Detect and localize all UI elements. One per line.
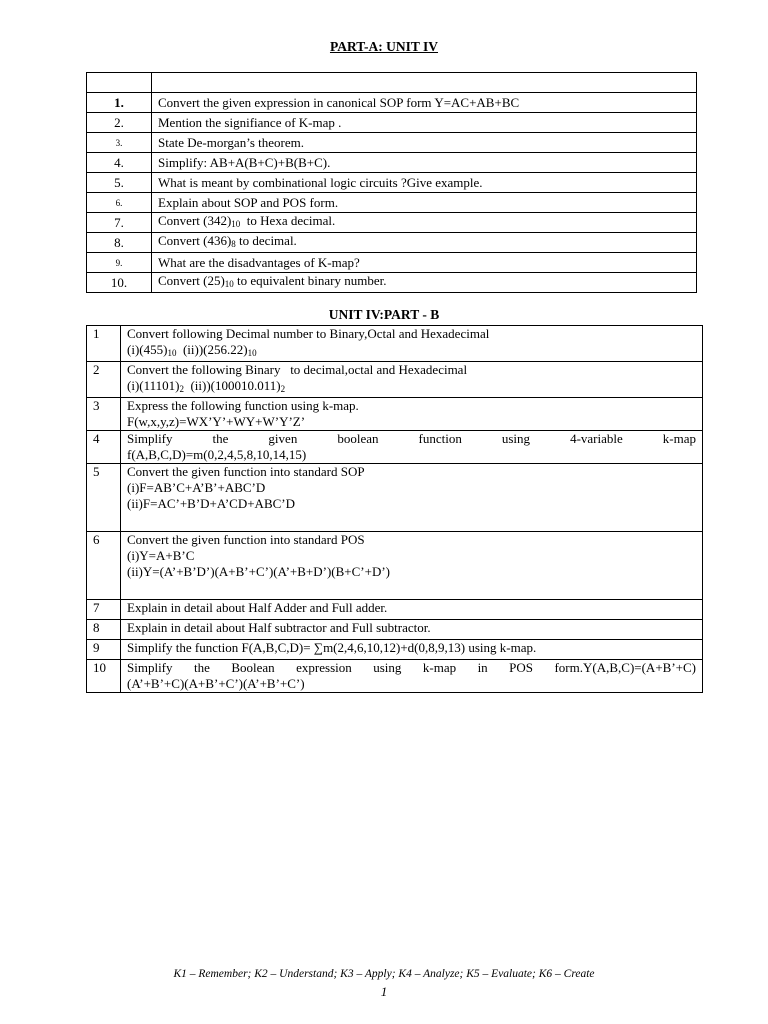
table-row [87, 113, 697, 133]
question-number: 10 [87, 660, 121, 693]
part-a-title: PART-A: UNIT IV [329, 39, 439, 54]
question-text: What are the disadvantages of K-map? [152, 253, 697, 273]
table-row [87, 431, 703, 464]
question-number: 1. [87, 93, 152, 113]
table-row [87, 640, 703, 660]
table-row [87, 600, 703, 620]
question-text: Convert the given function into standard SOP (i)F=AB’C+A’B’+ABC’D (ii)F=AC’+B’D+A’CD+ABC’D [121, 464, 703, 532]
part-a-table [86, 72, 697, 293]
table-header-row [87, 73, 697, 93]
question-text: Mention the signifiance of K-map . [152, 113, 697, 133]
table-row [87, 173, 697, 193]
table-row [87, 273, 697, 293]
question-text: Convert $(436)_8$ to decimal. [152, 233, 697, 253]
question-number: 7. [87, 213, 152, 233]
table-row [87, 253, 697, 273]
table-row [87, 660, 703, 693]
question-number: 8 [87, 620, 121, 640]
question-text: Simplify the Boolean expression using k-map in POS form.Y(A,B,C)=(A+B’+C) (A’+B’+C)(A+B’+C’)(A’+B’+C’) [121, 660, 703, 693]
question-number: 7 [87, 600, 121, 620]
question-text: What is meant by combinational logic circuits ?Give example. [152, 173, 697, 193]
table-row [87, 398, 703, 431]
table-row [87, 326, 703, 362]
question-text: Convert the given function into standard POS (i)Y=A+B’C (ii)Y=(A’+B’D’)(A+B’+C’)(A’+B+D’)(B+C’+D’) [121, 532, 703, 600]
part-b-table [86, 325, 703, 693]
question-text: Explain in detail about Half Adder and Full adder. [121, 600, 703, 620]
table-row [87, 93, 697, 113]
question-text: Convert following Decimal number to Binary,Octal and Hexadecimal $(i)(455)_{10}$ $(ii))(256.22)_{10}$ [121, 326, 703, 362]
question-text: State De-morgan’s theorem. [152, 133, 697, 153]
question-number: 6 [87, 532, 121, 600]
question-text: Express the following function using k-map. F(w,x,y,z)=WX’Y’+WY+W’Y’Z’ [121, 398, 703, 431]
table-row [87, 362, 703, 398]
table-row [87, 233, 697, 253]
table-row [87, 193, 697, 213]
question-number: 9 [87, 640, 121, 660]
question-text: Simplify: AB+A(B+C)+B(B+C). [152, 153, 697, 173]
question-number: 3. [87, 133, 152, 153]
question-text: Convert $(342)_{10}$ to Hexa decimal. [152, 213, 697, 233]
question-number: 4 [87, 431, 121, 464]
question-number: 2 [87, 362, 121, 398]
table-row [87, 620, 703, 640]
question-number: 2. [87, 113, 152, 133]
question-text: Simplify the given boolean function using 4-variable k-map f(A,B,C,D)=m(0,2,4,5,8,10,14,15) [121, 431, 703, 464]
question-number: 4. [87, 153, 152, 173]
question-number: 6. [87, 193, 152, 213]
part-b-title: UNIT IV:PART - B [328, 307, 440, 322]
table-row [87, 464, 703, 532]
table-row [87, 133, 697, 153]
question-text: Simplify the function F(A,B,C,D)= ∑m(2,4,6,10,12)+d(0,8,9,13) using k-map. [121, 640, 703, 660]
question-text: Explain in detail about Half subtractor and Full subtractor. [121, 620, 703, 640]
question-number: 3 [87, 398, 121, 431]
question-text: Convert the following Binary to decimal,octal and Hexadecimal $(i)(11101)_2$ $(ii))(100010.011)_2$ [121, 362, 703, 398]
question-number: 10. [87, 273, 152, 293]
page-number: 1 [380, 984, 388, 999]
question-number: 5. [87, 173, 152, 193]
question-number: 8. [87, 233, 152, 253]
question-text: Explain about SOP and POS form. [152, 193, 697, 213]
question-number: 9. [87, 253, 152, 273]
question-text: Convert $(25)_{10}$ to equivalent binary number. [152, 273, 697, 293]
table-row [87, 153, 697, 173]
table-row [87, 532, 703, 600]
bloom-levels-legend: K1 – Remember; K2 – Understand; K3 – Apply; K4 – Analyze; K5 – Evaluate; K6 – Create [173, 968, 595, 980]
question-number: 1 [87, 326, 121, 362]
question-number: 5 [87, 464, 121, 532]
table-row [87, 213, 697, 233]
question-text: Convert the given expression in canonical SOP form Y=AC+AB+BC [152, 93, 697, 113]
